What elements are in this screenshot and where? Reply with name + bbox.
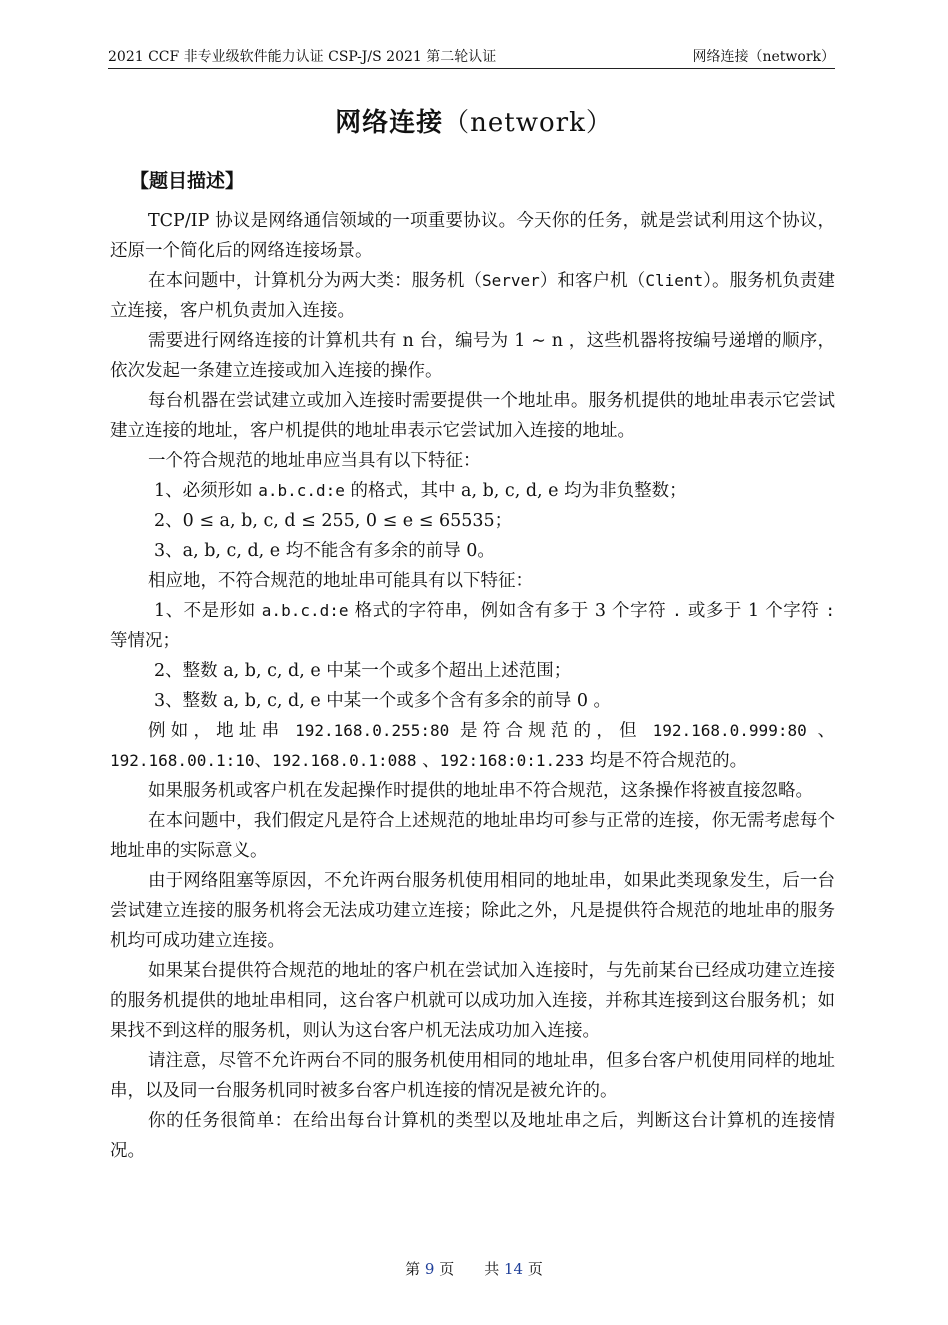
rule-1 xyxy=(110,476,835,506)
title-en: （network） xyxy=(443,108,613,138)
paragraph-address: 每台机器在尝试建立或加入连接时需要提供一个地址串。服务机提供的地址串表示它尝试建立连接的地址，客户机提供的地址串表示它尝试加入连接的地址。 xyxy=(110,391,835,441)
text-span: 均是不符合规范的。 xyxy=(584,751,748,771)
paragraph-ignore: 如果服务机或客户机在发起操作时提供的地址串不符合规范，这条操作将被直接忽略。 xyxy=(148,781,813,801)
code-example-invalid-3: 192.168.0.1:088 xyxy=(272,751,417,770)
text-span: 1、不是形如 xyxy=(154,601,262,621)
text-span: 在本问题中，计算机分为两大类：服务机（ xyxy=(148,271,482,291)
invalid-rule-1 xyxy=(110,596,835,656)
invalid-rule-3: 3、整数 a, b, c, d, e 中某一个或多个含有多余的前导 0 。 xyxy=(154,691,612,711)
paragraph-assumption: 在本问题中，我们假定凡是符合上述规范的地址串均可参与正常的连接，你无需考虑每个地址串的实际意义。 xyxy=(110,811,835,861)
text-span: ）。服务机负责建立连接，客户机负责加入连接。 xyxy=(110,271,835,321)
problem-description xyxy=(110,206,835,1166)
page-title xyxy=(0,102,948,139)
text-span: 、 xyxy=(806,721,836,741)
page-prefix: 第 xyxy=(405,1260,421,1278)
rule-3: 3、a, b, c, d, e 均不能含有多余的前导 0。 xyxy=(154,541,495,561)
invalid-rule-2: 2、整数 a, b, c, d, e 中某一个或多个超出上述范围； xyxy=(154,661,572,681)
total-pages: 14 xyxy=(504,1260,524,1278)
text-span: 、 xyxy=(416,751,440,771)
rule-2: 2、0 ≤ a, b, c, d ≤ 255, 0 ≤ e ≤ 65535； xyxy=(154,511,513,531)
text-span: 或多于 1 个字符 xyxy=(681,601,826,621)
text-span: 1、必须形如 xyxy=(154,481,259,501)
paragraph-server-client xyxy=(110,266,835,326)
code-dot: . xyxy=(672,601,682,620)
paragraph-invalid-features: 相应地，不符合规范的地址串可能具有以下特征： xyxy=(148,571,533,591)
code-colon: : xyxy=(825,601,835,620)
code-client: Client xyxy=(645,271,704,290)
page-header xyxy=(108,44,835,69)
header-right: 网络连接（network） xyxy=(692,49,835,65)
text-span: 例如，地址串 xyxy=(148,721,296,741)
paragraph-server-rule: 由于网络阻塞等原因，不允许两台服务机使用相同的地址串，如果此类现象发生，后一台尝试建立连接的服务机将会无法成功建立连接；除此之外，凡是提供符合规范的地址串的服务机均可成功建立连接。 xyxy=(110,871,835,951)
code-example-invalid-1: 192.168.0.999:80 xyxy=(652,721,807,740)
paragraph-examples xyxy=(110,716,835,776)
code-server: Server xyxy=(481,271,540,290)
paragraph-task: 你的任务很简单：在给出每台计算机的类型以及地址串之后，判断这台计算机的连接情况。 xyxy=(110,1111,835,1161)
code-format: a.b.c.d:e xyxy=(258,481,345,500)
page-footer xyxy=(0,1258,948,1279)
code-format: a.b.c.d:e xyxy=(261,601,349,620)
paragraph-valid-features: 一个符合规范的地址串应当具有以下特征： xyxy=(148,451,481,471)
text-span: 等情况； xyxy=(110,631,180,651)
page-mid: 页 共 xyxy=(439,1260,500,1278)
title-cn: 网络连接 xyxy=(335,108,444,138)
page-suffix: 页 xyxy=(527,1260,543,1278)
text-span: ）和客户机（ xyxy=(539,271,646,291)
code-example-valid: 192.168.0.255:80 xyxy=(295,721,450,740)
code-example-invalid-2: 192.168.00.1:10 xyxy=(110,751,255,770)
header-left: 2021 CCF 非专业级软件能力认证 CSP-J/S 2021 第二轮认证 xyxy=(108,49,497,65)
text-span: 格式的字符串，例如含有多于 3 个字符 xyxy=(348,601,673,621)
text-span: 是符合规范的，但 xyxy=(449,721,653,741)
text-span: 、 xyxy=(254,751,272,771)
paragraph-note: 请注意，尽管不允许两台不同的服务机使用相同的地址串，但多台客户机使用同样的地址串，以及同一台服务机同时被多台客户机连接的情况是被允许的。 xyxy=(110,1051,835,1101)
page-number: 9 xyxy=(424,1260,435,1278)
code-example-invalid-4: 192:168:0:1.233 xyxy=(439,751,585,770)
text-span: 的格式，其中 a, b, c, d, e 均为非负整数； xyxy=(344,481,687,501)
section-heading: 【题目描述】 xyxy=(130,170,245,192)
paragraph-intro: TCP/IP 协议是网络通信领域的一项重要协议。今天你的任务，就是尝试利用这个协议，还原一个简化后的网络连接场景。 xyxy=(110,211,835,261)
paragraph-client-rule: 如果某台提供符合规范的地址的客户机在尝试加入连接时，与先前某台已经成功建立连接的服务机提供的地址串相同，这台客户机就可以成功加入连接，并称其连接到这台服务机；如果找不到这样的服务机，则认为这台客户机无法成功加入连接。 xyxy=(110,961,835,1041)
paragraph-n-machines: 需要进行网络连接的计算机共有 n 台，编号为 1 ∼ n ，这些机器将按编号递增的顺序，依次发起一条建立连接或加入连接的操作。 xyxy=(110,331,835,381)
